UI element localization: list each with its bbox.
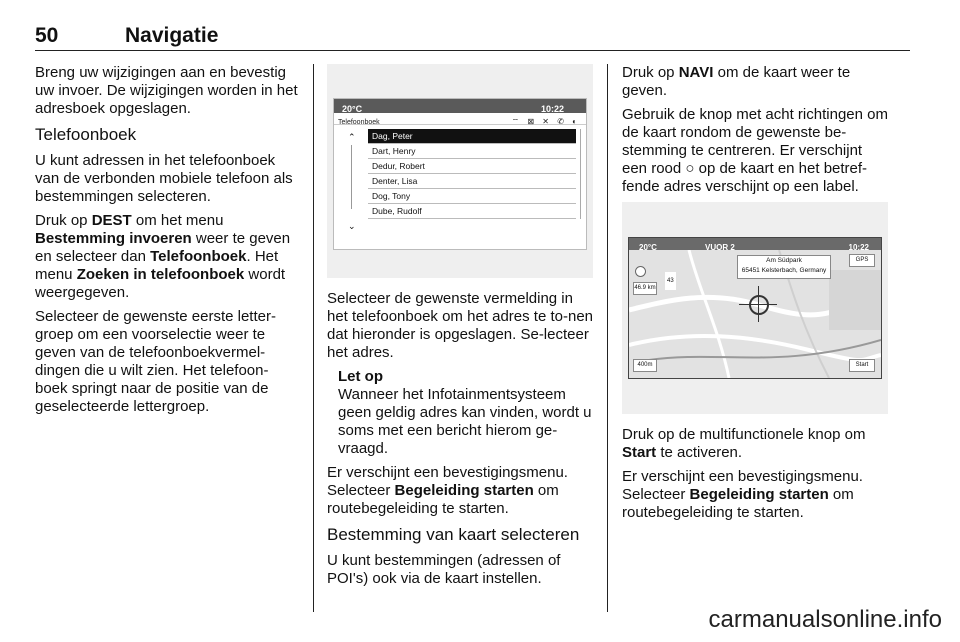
gps-button[interactable]: GPS — [849, 254, 875, 267]
column-3 — [622, 64, 888, 528]
paragraph: Breng uw wijzigingen aan en bevestig uw invoer. De wijzigingen worden in het adresboek opgeslagen. — [35, 64, 298, 117]
section-heading-telefoonboek: Telefoonboek — [35, 125, 137, 144]
status-bar — [334, 99, 586, 113]
contact-item[interactable]: Dart, Henry — [368, 144, 576, 159]
list-border — [580, 129, 581, 219]
navigation-map[interactable] — [628, 237, 882, 379]
note-text: Wanneer het Infotainmentsysteem geen geldig adres kan vinden, wordt u soms met een bericht hierom ge-vraagd. — [338, 386, 592, 457]
map-status-bar — [629, 238, 881, 250]
paragraph: Selecteer de gewenste eerste letter-groep om een voorselectie weer te geven van de telefoonboekvermel-dingen die u wilt zien. Het telefoon-boek springt naar de positie van de geselecteerde lettergroep. — [35, 308, 276, 415]
contact-item[interactable]: Dedur, Robert — [368, 159, 576, 174]
chapter-title: Navigatie — [125, 24, 219, 47]
address-city: 65451 Kelsterbach, Germany — [741, 267, 827, 274]
key-navi: NAVI — [678, 64, 714, 81]
text: weer te geven en selecteer dan — [35, 230, 291, 265]
text: Druk op de multifunctionele knop om — [622, 426, 866, 443]
clock: 10:22 — [848, 243, 869, 252]
status-icons: ⌔ ⊠ ✕ ✆ ◐ — [511, 117, 580, 126]
note — [338, 368, 593, 458]
nav-mode: VUOR 2 — [705, 243, 735, 252]
distance-readout: 46.9 km — [633, 282, 657, 295]
paragraph: Selecteer de gewenste vermelding in het telefoonboek om het adres te to-nen dat hieronder is opgeslagen. Se-lecteer het adres. — [327, 290, 594, 361]
contact-item[interactable]: Denter, Lisa — [368, 174, 576, 189]
scroll-up-icon[interactable]: ⌃ — [348, 132, 356, 142]
paragraph — [622, 468, 888, 522]
clock: 10:22 — [540, 104, 564, 114]
menu-name: Bestemming invoeren — [35, 230, 192, 247]
text: wordt weergegeven. — [35, 266, 286, 301]
section-heading-kaart: Bestemming van kaart selecteren — [327, 525, 580, 544]
note-title: Let op — [338, 368, 383, 385]
crosshair-circle-icon — [749, 295, 769, 315]
paragraph — [622, 64, 888, 100]
text: Er verschijnt een bevestigingsmenu. Selecteer — [327, 464, 568, 499]
text: Er verschijnt een bevestigingsmenu. Selecteer — [622, 468, 863, 503]
road-number: 43 — [665, 272, 676, 290]
paragraph — [622, 426, 888, 462]
scale-readout: 400m — [633, 359, 657, 372]
column-1 — [35, 64, 299, 422]
temperature: 20°C — [639, 243, 657, 252]
contact-item[interactable]: Dog, Tony — [368, 189, 576, 204]
paragraph — [327, 464, 593, 518]
scroll-down-icon[interactable]: ⌄ — [348, 221, 356, 231]
page-header — [35, 24, 910, 50]
text: om het menu — [131, 212, 224, 229]
text: om routebegeleiding te starten. — [622, 486, 854, 521]
column-2 — [327, 64, 593, 594]
screen-title-bar — [334, 113, 586, 125]
temperature: 20°C — [342, 104, 363, 114]
infotainment-screen — [333, 98, 587, 250]
text: om routebegeleiding te starten. — [327, 482, 559, 517]
column-divider — [607, 64, 608, 612]
paragraph: Gebruik de knop met acht richtingen om de kaart rondom de gewenste be-stemming te centreren. Er verschijnt een rood ○ op de kaart en het betref-fende adres verschijnt op een label. — [622, 106, 888, 195]
scrollbar-track[interactable] — [351, 145, 352, 209]
text: Druk op — [622, 64, 679, 81]
paragraph: U kunt bestemmingen (adressen of POI's) ook via de kaart instellen. — [327, 552, 561, 587]
phonebook-screenshot — [327, 64, 593, 278]
text: te activeren. — [656, 444, 743, 461]
address-street: Am Südpark — [766, 257, 802, 264]
text: Druk op — [35, 212, 92, 229]
menu-name: Zoeken in telefoonboek — [76, 266, 245, 283]
page-number: 50 — [35, 24, 59, 47]
header-rule — [35, 50, 910, 51]
menu-name: Telefoonboek — [150, 248, 247, 265]
compass-icon[interactable] — [635, 266, 646, 277]
crosshair-icon — [758, 286, 759, 322]
menu-name: Begeleiding starten — [689, 486, 829, 503]
start-button[interactable]: Start — [849, 359, 875, 372]
column-divider — [313, 64, 314, 612]
text: om de kaart weer te geven. — [622, 64, 851, 99]
text: . Het menu — [35, 248, 279, 283]
paragraph — [35, 212, 299, 302]
paragraph: U kunt adressen in het telefoonboek van de verbonden mobiele telefoon als bestemmingen selecteren. — [35, 152, 293, 205]
map-screenshot — [622, 202, 888, 414]
start-label: Start — [622, 444, 657, 461]
screen-title: Telefoonboek — [338, 119, 380, 126]
address-label — [737, 255, 831, 279]
watermark: carmanualsonline.info — [708, 606, 942, 633]
key-dest: DEST — [91, 212, 132, 229]
contact-item[interactable]: Dag, Peter — [368, 129, 576, 144]
menu-name: Begeleiding starten — [394, 482, 534, 499]
contact-item[interactable]: Dube, Rudolf — [368, 204, 576, 219]
